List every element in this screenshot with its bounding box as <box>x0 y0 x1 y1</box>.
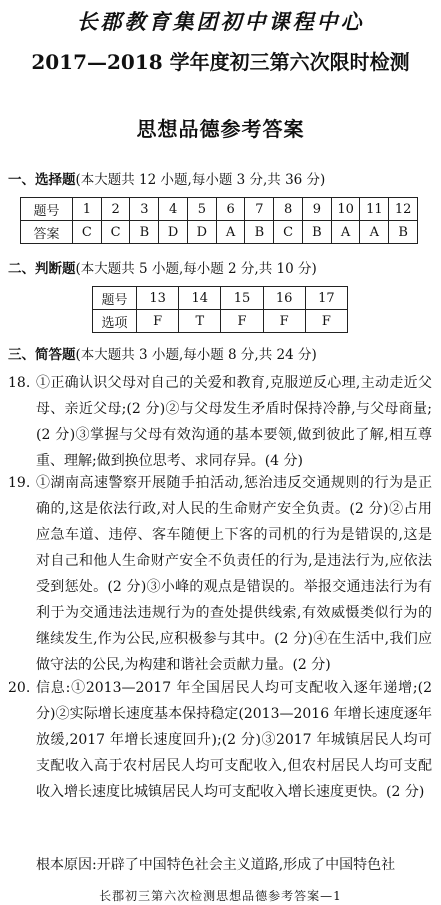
choice-answer-cell: C <box>101 221 130 244</box>
page-footer: 长郡初三第六次检测思想品德参考答案—1 <box>99 889 342 903</box>
choice-answer-cell: B <box>389 221 418 244</box>
choice-answer-cell: A <box>216 221 245 244</box>
choice-question-cell: 5 <box>187 198 216 221</box>
section-choice-note: (本大题共 12 小题,每小题 3 分,共 36 分) <box>75 172 326 188</box>
choice-question-cell: 7 <box>245 198 274 221</box>
school-title: 长郡教育集团初中课程中心 <box>76 9 365 34</box>
choice-question-row <box>21 198 418 221</box>
judge-question-cell: 15 <box>221 287 263 310</box>
choice-answer-cell: B <box>245 221 274 244</box>
question-number: 20. <box>8 680 31 696</box>
judge-answer-cell: F <box>137 310 179 333</box>
judge-question-label: 题号 <box>93 287 137 310</box>
choice-answer-cell: B <box>302 221 331 244</box>
choice-answer-cell: C <box>72 221 101 244</box>
judge-question-row <box>93 287 348 310</box>
choice-question-cell: 9 <box>302 198 331 221</box>
question-20-answer: 信息:①2013—2017 年全国居民人均可支配收入逐年递增;(2 分)②实际增长速度基本保持稳定(2013—2016 年增长速度逐年放缓,2017 年增长速度回升);(2 分)③2017 年城镇居民人均可支配收入高于农村居民人均可支配收入,但农村居民人均可支配收入增长速度比城镇居民人均可支配收入增长速度更快。(2 分) <box>36 680 432 800</box>
judge-question-cell: 17 <box>305 287 347 310</box>
judge-answer-table <box>92 286 348 333</box>
choice-question-cell: 3 <box>130 198 159 221</box>
judge-answer-label: 选项 <box>93 310 137 333</box>
choice-answer-row <box>21 221 418 244</box>
choice-question-cell: 6 <box>216 198 245 221</box>
choice-answer-cell: D <box>159 221 188 244</box>
question-number: 18. <box>8 375 31 391</box>
judge-answer-cell: T <box>179 310 221 333</box>
choice-answer-table <box>20 197 418 244</box>
section-choice-title: 一、选择题 <box>8 172 76 188</box>
question-number: 19. <box>8 475 31 491</box>
question-19-answer: ①湖南高速警察开展随手拍活动,惩治违反交通规则的行为是正确的,这是依法行政,对人民的生命财产安全负责。(2 分)②占用应急车道、违停、客车随便上下客的司机的行为是错误的,这是对自己和他人生命财产安全不负责任的行为,是违法行为,应依法受到惩处。(2 分)③小峰的观点是错误的。举报交通违法行为有利于为交通违法违规行为的查处提供线索,有效威慑类似行为的继续发生,作为公民,应积极参与其中。(2 分)④在生活中,我们应做守法的公民,为构建和谐社会贡献力量。(2 分) <box>36 475 432 673</box>
question-18-answer: ①正确认识父母对自己的关爱和教育,克服逆反心理,主动走近父母、亲近父母;(2 分)②与父母发生矛盾时保持冷静,与父母商量;(2 分)③掌握与父母有效沟通的基本要领,做到彼此了解,相互尊重、理解;做到换位思考、求同存异。(4 分) <box>36 375 432 469</box>
choice-question-cell: 4 <box>159 198 188 221</box>
choice-question-cell: 12 <box>389 198 418 221</box>
section-short-title: 三、简答题 <box>8 347 76 363</box>
choice-answer-cell: B <box>130 221 159 244</box>
question-20-root-cause: 根本原因:开辟了中国特色社会主义道路,形成了中国特色社 <box>36 857 396 873</box>
section-short-note: (本大题共 3 小题,每小题 8 分,共 24 分) <box>75 347 317 363</box>
choice-question-label: 题号 <box>21 198 73 221</box>
section-short-heading <box>8 343 317 363</box>
section-judge-note: (本大题共 5 小题,每小题 2 分,共 10 分) <box>75 261 317 277</box>
section-judge-title: 二、判断题 <box>8 261 76 277</box>
choice-question-cell: 8 <box>274 198 303 221</box>
judge-answer-cell: F <box>221 310 263 333</box>
choice-question-cell: 2 <box>101 198 130 221</box>
section-choice-heading <box>8 168 325 188</box>
section-judge-heading <box>8 257 317 277</box>
choice-answer-cell: A <box>360 221 389 244</box>
judge-answer-cell: F <box>305 310 347 333</box>
choice-answer-label: 答案 <box>21 221 73 244</box>
choice-question-cell: 1 <box>72 198 101 221</box>
judge-question-cell: 14 <box>179 287 221 310</box>
choice-answer-cell: D <box>187 221 216 244</box>
choice-answer-cell: A <box>331 221 360 244</box>
choice-question-cell: 11 <box>360 198 389 221</box>
judge-answer-cell: F <box>263 310 305 333</box>
choice-answer-cell: C <box>274 221 303 244</box>
subject-title: 思想品德参考答案 <box>136 117 305 141</box>
judge-question-cell: 16 <box>263 287 305 310</box>
choice-question-cell: 10 <box>331 198 360 221</box>
exam-title: 2017—2018 学年度初三第六次限时检测 <box>31 50 410 74</box>
judge-answer-row <box>93 310 348 333</box>
judge-question-cell: 13 <box>137 287 179 310</box>
